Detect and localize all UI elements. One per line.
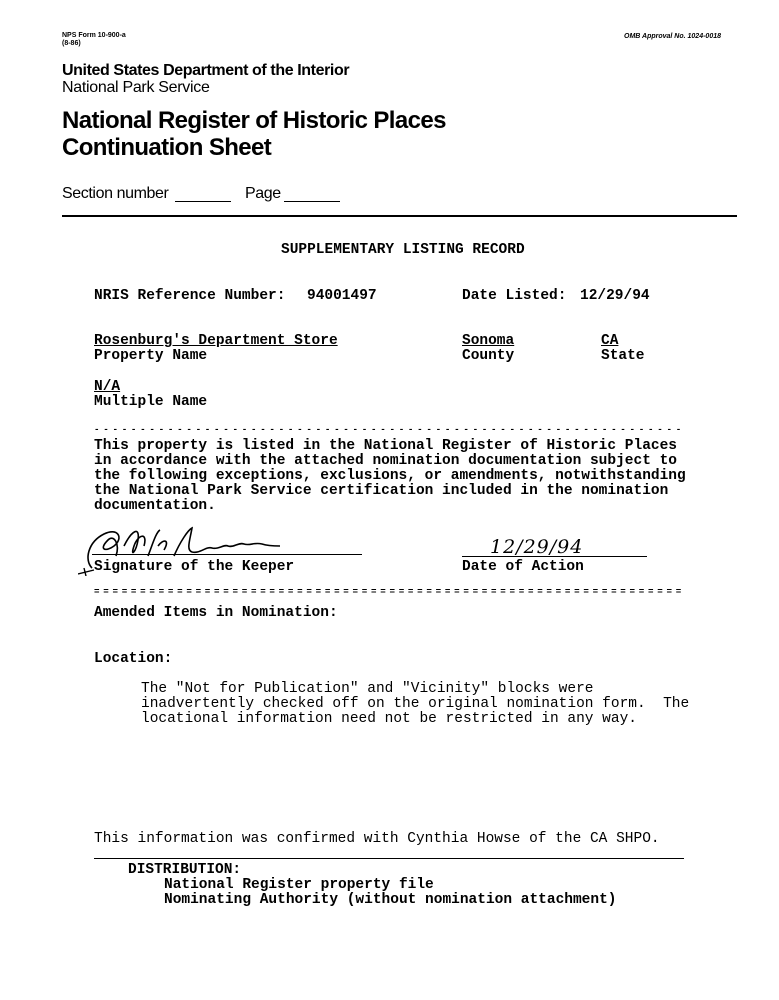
header-divider [62, 215, 737, 217]
property-name: Rosenburg's Department Store [94, 333, 338, 349]
state-label: State [601, 348, 645, 364]
statement-line-4: the National Park Service certification included in the nomination [94, 483, 669, 499]
signature-line [92, 554, 362, 555]
date-line [462, 556, 647, 557]
confirmation-divider [94, 858, 684, 859]
amended-heading: Amended Items in Nomination: [94, 605, 338, 621]
nris-label: NRIS Reference Number: [94, 288, 286, 304]
form-date: (8-86) [62, 40, 81, 47]
equals-separator: ================================================================ [94, 586, 685, 597]
section-number-field [175, 201, 231, 202]
page-title: National Register of Historic Places [62, 107, 446, 134]
confirmation-text: This information was confirmed with Cynthia Howse of the CA SHPO. [94, 831, 660, 847]
date-of-action-label: Date of Action [462, 559, 584, 575]
statement-line-5: documentation. [94, 498, 216, 514]
location-line-2: inadvertently checked off on the original nomination form. The [141, 696, 690, 712]
multiple-name-label: Multiple Name [94, 394, 208, 410]
state: CA [601, 333, 619, 349]
county: Sonoma [462, 333, 515, 349]
date-listed-label: Date Listed: [462, 288, 567, 304]
property-name-label: Property Name [94, 348, 208, 364]
page-field [284, 201, 340, 202]
page-subtitle: Continuation Sheet [62, 134, 272, 161]
page-label: Page [245, 185, 281, 202]
service-name: National Park Service [62, 79, 210, 96]
form-number: NPS Form 10-900-a [62, 32, 126, 39]
department-name: United States Department of the Interior [62, 62, 350, 79]
signature-label: Signature of the Keeper [94, 559, 295, 575]
statement-line-2: in accordance with the attached nomination documentation subject to [94, 453, 677, 469]
nris-number: 94001497 [307, 288, 377, 304]
record-title: SUPPLEMENTARY LISTING RECORD [281, 242, 525, 258]
omb-number: OMB Approval No. 1024-0018 [624, 33, 721, 40]
statement-line-1: This property is listed in the National Register of Historic Places [94, 438, 677, 454]
distribution-item: Nominating Authority (without nomination attachment) [164, 892, 617, 908]
distribution-heading: DISTRIBUTION: [128, 862, 242, 878]
section-number-label: Section number [62, 185, 169, 202]
location-line-3: locational information need not be restricted in any way. [141, 711, 637, 727]
multiple-name: N/A [94, 379, 121, 395]
dash-separator: ---------------------------------------------------------------- [94, 424, 685, 435]
date-of-action-handwritten: 12/29/94 [490, 536, 584, 558]
distribution-item: National Register property file [164, 877, 434, 893]
county-label: County [462, 348, 515, 364]
location-line-1: The "Not for Publication" and "Vicinity" blocks were [141, 681, 594, 697]
location-heading: Location: [94, 651, 173, 667]
statement-line-3: the following exceptions, exclusions, or amendments, notwithstanding [94, 468, 686, 484]
date-listed: 12/29/94 [580, 288, 650, 304]
